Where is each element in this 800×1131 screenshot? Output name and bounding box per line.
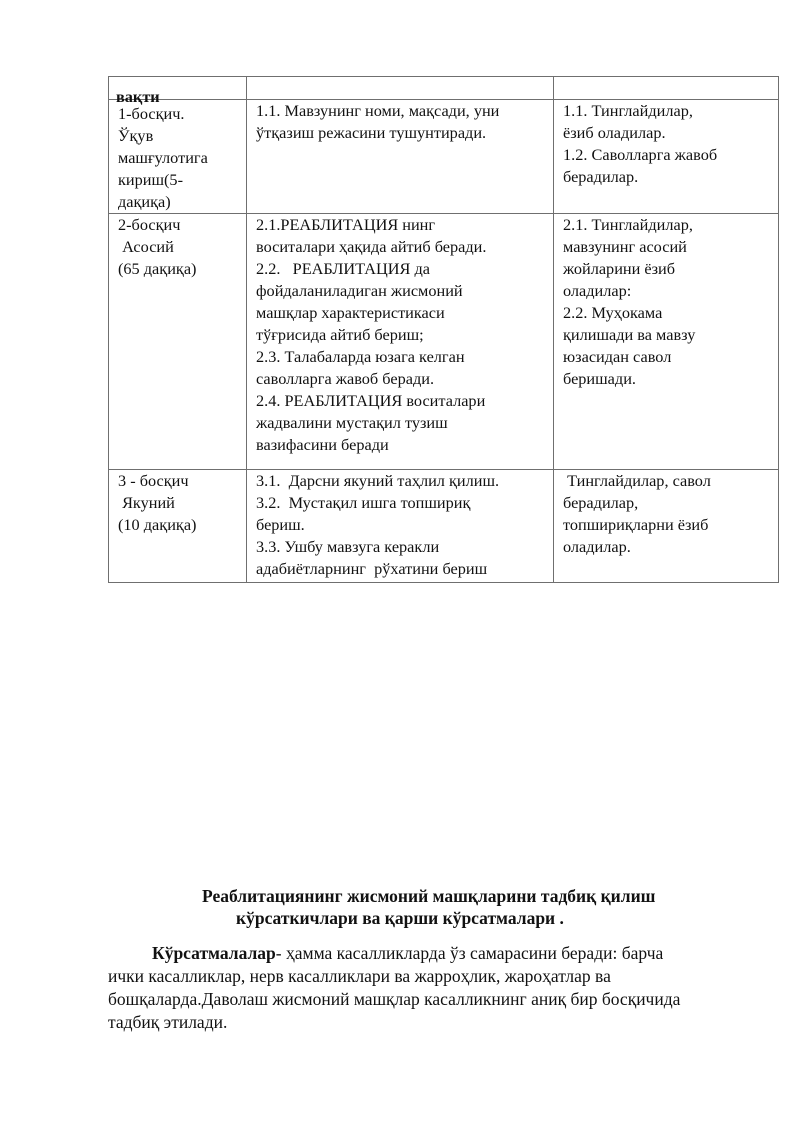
stage-line: 2-босқич [118,215,181,234]
student-line: қилишади ва мавзу [563,325,696,344]
table-row [109,470,779,583]
student-line: 2.2. Муҳокама [563,303,663,322]
teacher-line: 3.2. Мустақил ишга топшириқ [256,493,471,512]
paragraph-line [108,942,788,965]
stage-cell [109,214,247,470]
student-activity-cell [554,214,779,470]
teacher-line: 3.1. Дарсни якуний таҳлил қилиш. [256,471,500,490]
body-paragraph [108,942,788,1034]
stage-line: кириш(5- [118,170,183,189]
section-heading-line: кўрсаткичлари ва қарши кўрсатмалари . [236,908,564,928]
student-line: берадилар. [563,167,639,186]
teacher-line: 2.3. Талабаларда юзага келган [256,347,465,366]
section-heading-line: Реаблитациянинг жисмоний машқларини тадбиқ қилиш [202,886,656,906]
teacher-activity-cell [247,470,554,583]
student-activity-cell [554,470,779,583]
header-cell-students [554,77,779,100]
table-row [109,214,779,470]
lesson-plan-table [108,76,779,583]
teacher-line: 2.1.РЕАБЛИТАЦИЯ нинг [256,215,436,234]
header-cell-stage [109,77,247,106]
teacher-line: 2.2. РЕАБЛИТАЦИЯ да [256,259,430,278]
student-line: оладилар: [563,281,632,300]
stage-line: Якуний [118,493,175,512]
teacher-line: адабиётларнинг рўхатини бериш [256,559,488,578]
stage-cell [109,470,247,583]
teacher-line: фойдаланиладиган жисмоний [256,281,463,300]
teacher-line: машқлар характеристикаси [256,303,445,322]
teacher-line: бериш. [256,515,305,534]
teacher-line: 1.1. Мавзунинг номи, мақсади, уни [256,101,500,120]
student-line: беришади. [563,369,636,388]
stage-line: (10 дақиқа) [118,515,197,534]
header-cell-teacher [247,77,554,100]
stage-line: 3 - босқич [118,471,189,490]
paragraph-lead-term: Кўрсатмалалар [152,943,276,963]
student-line: мавзунинг асосий [563,237,687,256]
paragraph-line: бошқаларда.Даволаш жисмоний машқлар касалликнинг аниқ бир босқичида [108,989,681,1009]
stage-cell [109,100,247,214]
student-line: берадилар, [563,493,639,512]
teacher-line: воситалари ҳақида айтиб беради. [256,237,487,256]
paragraph-line: тадбиқ этилади. [108,1012,228,1032]
student-line: ёзиб оладилар. [563,123,666,142]
teacher-activity-cell [247,214,554,470]
stage-line: дақиқа) [118,192,171,211]
teacher-line: жадвалини мустақил тузиш [256,413,448,432]
student-line: топшириқларни ёзиб [563,515,709,534]
table-header-row [109,77,779,100]
student-line: 1.1. Тинглайдилар, [563,101,693,120]
student-line: 2.1. Тинглайдилар, [563,215,693,234]
student-line: Тинглайдилар, савол [563,471,711,490]
stage-line: Ўқув [118,126,154,145]
teacher-line: ўтқазиш режасини тушунтиради. [256,123,487,142]
teacher-line: 3.3. Ушбу мавзуга керакли [256,537,440,556]
student-line: жойларини ёзиб [563,259,676,278]
stage-line: 1-босқич. [118,104,185,123]
teacher-line: вазифасини беради [256,435,389,454]
stage-line: машғулотига [118,148,208,167]
paragraph-text: - ҳамма касалликларда ўз самарасини беради: барча [275,943,664,963]
teacher-line: 2.4. РЕАБЛИТАЦИЯ воситалари [256,391,486,410]
paragraph-line: ички касалликлар, нерв касалликлари ва жарроҳлик, жароҳатлар ва [108,966,611,986]
header-time-label: вақти [116,87,160,106]
teacher-line: саволларга жавоб беради. [256,369,435,388]
student-line: юзасидан савол [563,347,672,366]
teacher-activity-cell [247,100,554,214]
student-line: 1.2. Саволларга жавоб [563,145,718,164]
stage-line: Асосий [118,237,174,256]
student-line: оладилар. [563,537,631,556]
stage-line: (65 дақиқа) [118,259,197,278]
teacher-line: тўғрисида айтиб бериш; [256,325,424,344]
section-heading [108,885,800,929]
student-activity-cell [554,100,779,214]
table-row [109,100,779,214]
